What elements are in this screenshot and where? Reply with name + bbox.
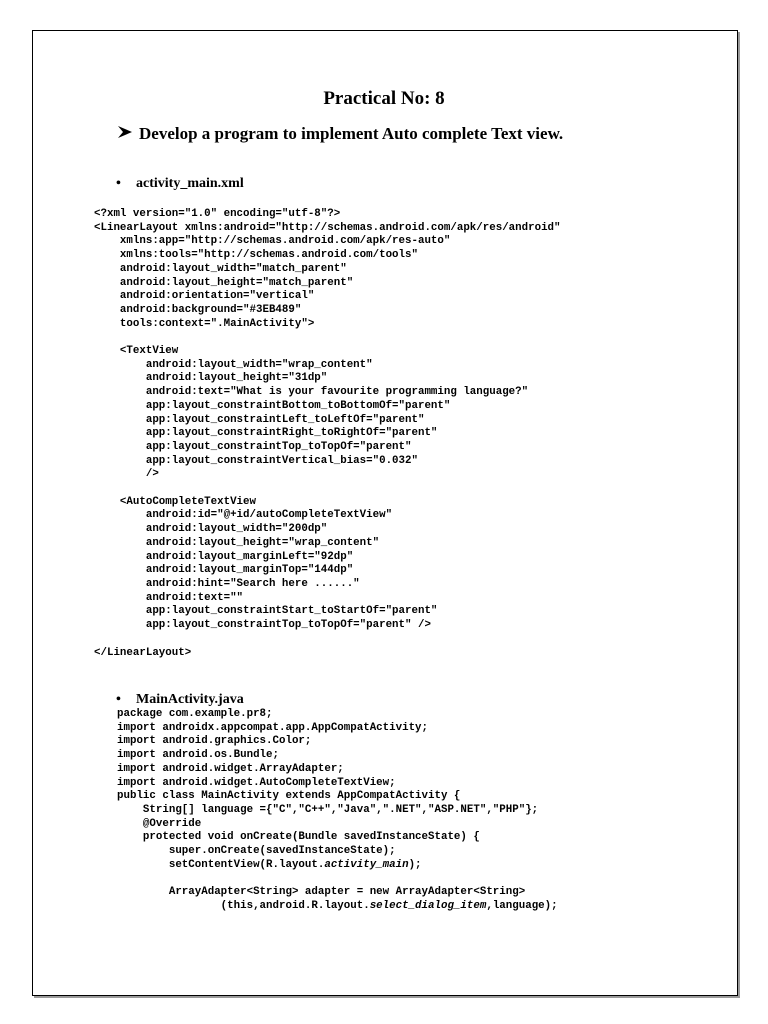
code-line xyxy=(94,482,561,496)
practical-aim-text: Develop a program to implement Auto complete Text view. xyxy=(139,124,564,143)
code-line: app:layout_constraintTop_toTopOf="parent" /> xyxy=(94,619,431,632)
code-line: app:layout_constraintStart_toStartOf="parent" xyxy=(94,605,438,618)
code-line: protected void onCreate(Bundle savedInstanceState) { xyxy=(117,831,480,844)
code-line: public class MainActivity extends AppCompatActivity { xyxy=(117,790,461,803)
xml-code-block xyxy=(94,208,561,660)
code-line: android:text="" xyxy=(94,591,244,604)
code-line: <AutoCompleteTextView xyxy=(94,495,256,508)
code-line: String[] language ={"C","C++","Java",".NET","ASP.NET","PHP"}; xyxy=(117,803,539,816)
code-line: android:layout_marginTop="144dp" xyxy=(94,564,354,577)
code-line: import android.widget.ArrayAdapter; xyxy=(117,762,344,775)
code-line: app:layout_constraintBottom_toBottomOf="parent" xyxy=(94,399,451,412)
code-line: android:id="@+id/autoCompleteTextView" xyxy=(94,509,393,522)
code-line: </LinearLayout> xyxy=(94,646,192,659)
code-line xyxy=(94,331,561,345)
code-line: /> xyxy=(94,468,159,481)
code-line: super.onCreate(savedInstanceState); xyxy=(117,845,396,858)
code-line xyxy=(94,633,561,647)
xml-section-heading xyxy=(116,176,244,192)
code-line: app:layout_constraintRight_toRightOf="parent" xyxy=(94,427,438,440)
code-line: android:layout_height="31dp" xyxy=(94,372,328,385)
code-line: app:layout_constraintLeft_toLeftOf="parent" xyxy=(94,413,425,426)
java-section-heading xyxy=(116,692,244,708)
page-title: Practical No: 8 xyxy=(323,88,445,109)
code-line: android:layout_marginLeft="92dp" xyxy=(94,550,354,563)
code-line: app:layout_constraintVertical_bias="0.032" xyxy=(94,454,418,467)
code-line: import androidx.appcompat.app.AppCompatActivity; xyxy=(117,721,429,734)
code-line: android:background="#3EB489" xyxy=(94,303,302,316)
code-line: xmlns:tools="http://schemas.android.com/tools" xyxy=(94,249,418,262)
code-line: android:layout_height="match_parent" xyxy=(94,276,354,289)
code-line: import android.widget.AutoCompleteTextView; xyxy=(117,776,396,789)
code-line: @Override xyxy=(117,817,202,830)
practical-aim xyxy=(117,124,563,144)
code-line: import android.os.Bundle; xyxy=(117,749,279,762)
code-line: xmlns:app="http://schemas.android.com/apk/res-auto" xyxy=(94,235,451,248)
code-line: app:layout_constraintTop_toTopOf="parent" xyxy=(94,440,412,453)
code-line: android:orientation="vertical" xyxy=(94,290,315,303)
code-line: android:layout_height="wrap_content" xyxy=(94,536,380,549)
code-line: ArrayAdapter<String> adapter = new ArrayAdapter<String> xyxy=(117,886,526,899)
bullet-icon: • xyxy=(116,692,121,707)
code-line: <?xml version="1.0" encoding="utf-8"?> xyxy=(94,208,341,220)
code-line xyxy=(117,872,558,886)
code-line: android:text="What is your favourite programming language?" xyxy=(94,386,529,399)
xml-heading-text: activity_main.xml xyxy=(136,176,244,191)
code-line: <TextView xyxy=(94,345,179,358)
bullet-icon: • xyxy=(116,176,121,191)
code-line: (this,android.R.layout.select_dialog_item,language); xyxy=(117,899,558,912)
code-line: android:layout_width="wrap_content" xyxy=(94,358,373,371)
code-line: android:layout_width="200dp" xyxy=(94,523,328,536)
code-line: setContentView(R.layout.activity_main); xyxy=(117,858,422,871)
code-line: android:hint="Search here ......" xyxy=(94,577,360,590)
code-line: tools:context=".MainActivity"> xyxy=(94,317,315,330)
code-line: import android.graphics.Color; xyxy=(117,735,312,748)
java-code-block xyxy=(117,708,558,914)
arrow-bullet-icon xyxy=(117,124,133,144)
code-line: package com.example.pr8; xyxy=(117,708,273,720)
java-heading-text: MainActivity.java xyxy=(136,692,244,707)
code-line: android:layout_width="match_parent" xyxy=(94,262,347,275)
code-line: <LinearLayout xmlns:android="http://schemas.android.com/apk/res/android" xyxy=(94,221,561,234)
